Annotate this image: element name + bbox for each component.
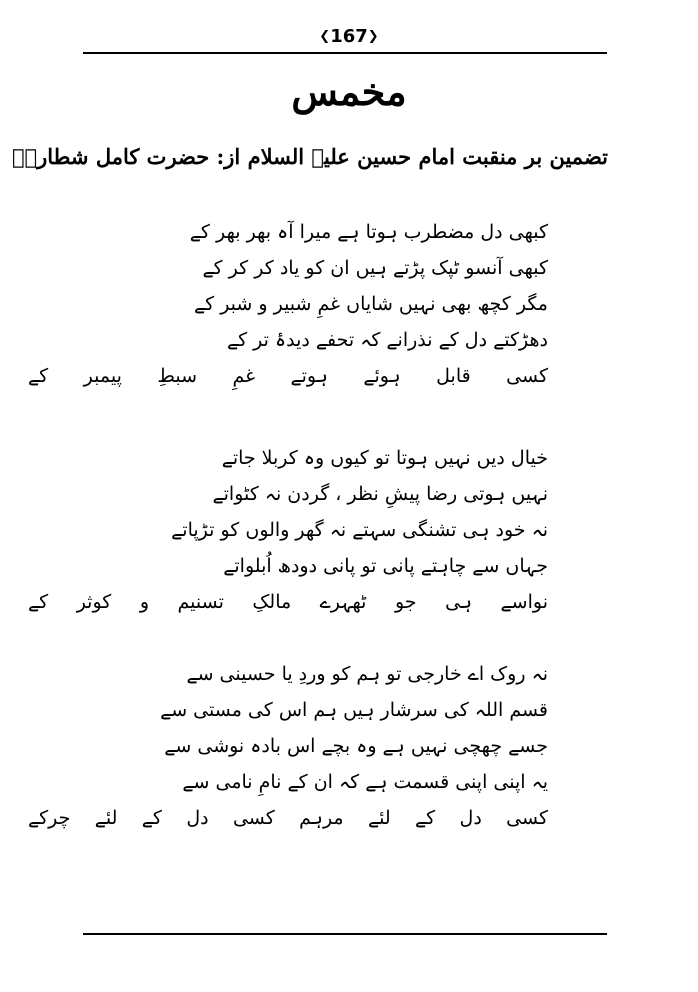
verse-line: خیال دیں نہیں ہوتا تو کیوں وہ کربلا جاتے bbox=[221, 447, 548, 469]
verse-line: کبھی آنسو ٹپک پڑتے ہیں ان کو یاد کر کر کے bbox=[202, 257, 548, 279]
page-number-header bbox=[0, 26, 698, 48]
verse-refrain-line: کسی دل کے لئے مرہم کسی دل کے لئے چرکے bbox=[28, 807, 548, 829]
ornament-left-icon: ❮ bbox=[319, 29, 331, 44]
ornament-right-icon: ❯ bbox=[367, 29, 379, 44]
verse-line: نہ خود ہی تشنگی سہتے نہ گھر والوں کو تڑپاتے bbox=[171, 519, 548, 541]
verse-line: مگر کچھ بھی نہیں شایاں غمِ شبیر و شبر کے bbox=[193, 293, 548, 315]
verse-line: دھڑکتے دل کے نذرانے کہ تحفے دیدۂ تر کے bbox=[226, 329, 548, 351]
header-divider bbox=[83, 52, 607, 54]
verse-refrain-line: نواسے ہی جو ٹھہرے مالکِ تسنیم و کوثر کے bbox=[28, 591, 548, 613]
verse-refrain-line: کسی قابل ہوئے ہوتے غمِ سبطِ پیمبر کے bbox=[28, 365, 548, 387]
verse-line: کبھی دل مضطرب ہوتا ہے میرا آہ بھر بھر کے bbox=[189, 221, 548, 243]
verse-line: نہیں ہوتی رضا پیشِ نظر ، گردن نہ کٹواتے bbox=[212, 483, 548, 505]
stanza-1 bbox=[28, 214, 548, 394]
verse-line: قسم اللہ کی سرشار ہیں ہم اس کی مستی سے bbox=[160, 699, 548, 721]
page-number-text: 167 bbox=[330, 26, 368, 47]
poem-subtitle: تضمین بر منقبت امام حسین علیہ السلام از: حضرت کامل شطاریؒ bbox=[11, 144, 608, 169]
footer-divider bbox=[83, 933, 607, 935]
stanza-2 bbox=[28, 440, 548, 620]
verse-line: یہ اپنی اپنی قسمت ہے کہ ان کے نامِ نامی سے bbox=[182, 771, 548, 793]
verse-line: جہاں سے چاہتے پانی تو پانی دودھ اُبلواتے bbox=[223, 555, 548, 577]
verse-line: نہ روک اے خارجی تو ہم کو وردِ یا حسینی سے bbox=[186, 663, 548, 685]
verse-line: جسے چھچی نہیں ہے وہ بچے اس بادہ نوشی سے bbox=[164, 735, 548, 757]
stanza-3 bbox=[28, 656, 548, 836]
page-number bbox=[319, 26, 378, 48]
poem-title: مخمس bbox=[291, 69, 407, 114]
